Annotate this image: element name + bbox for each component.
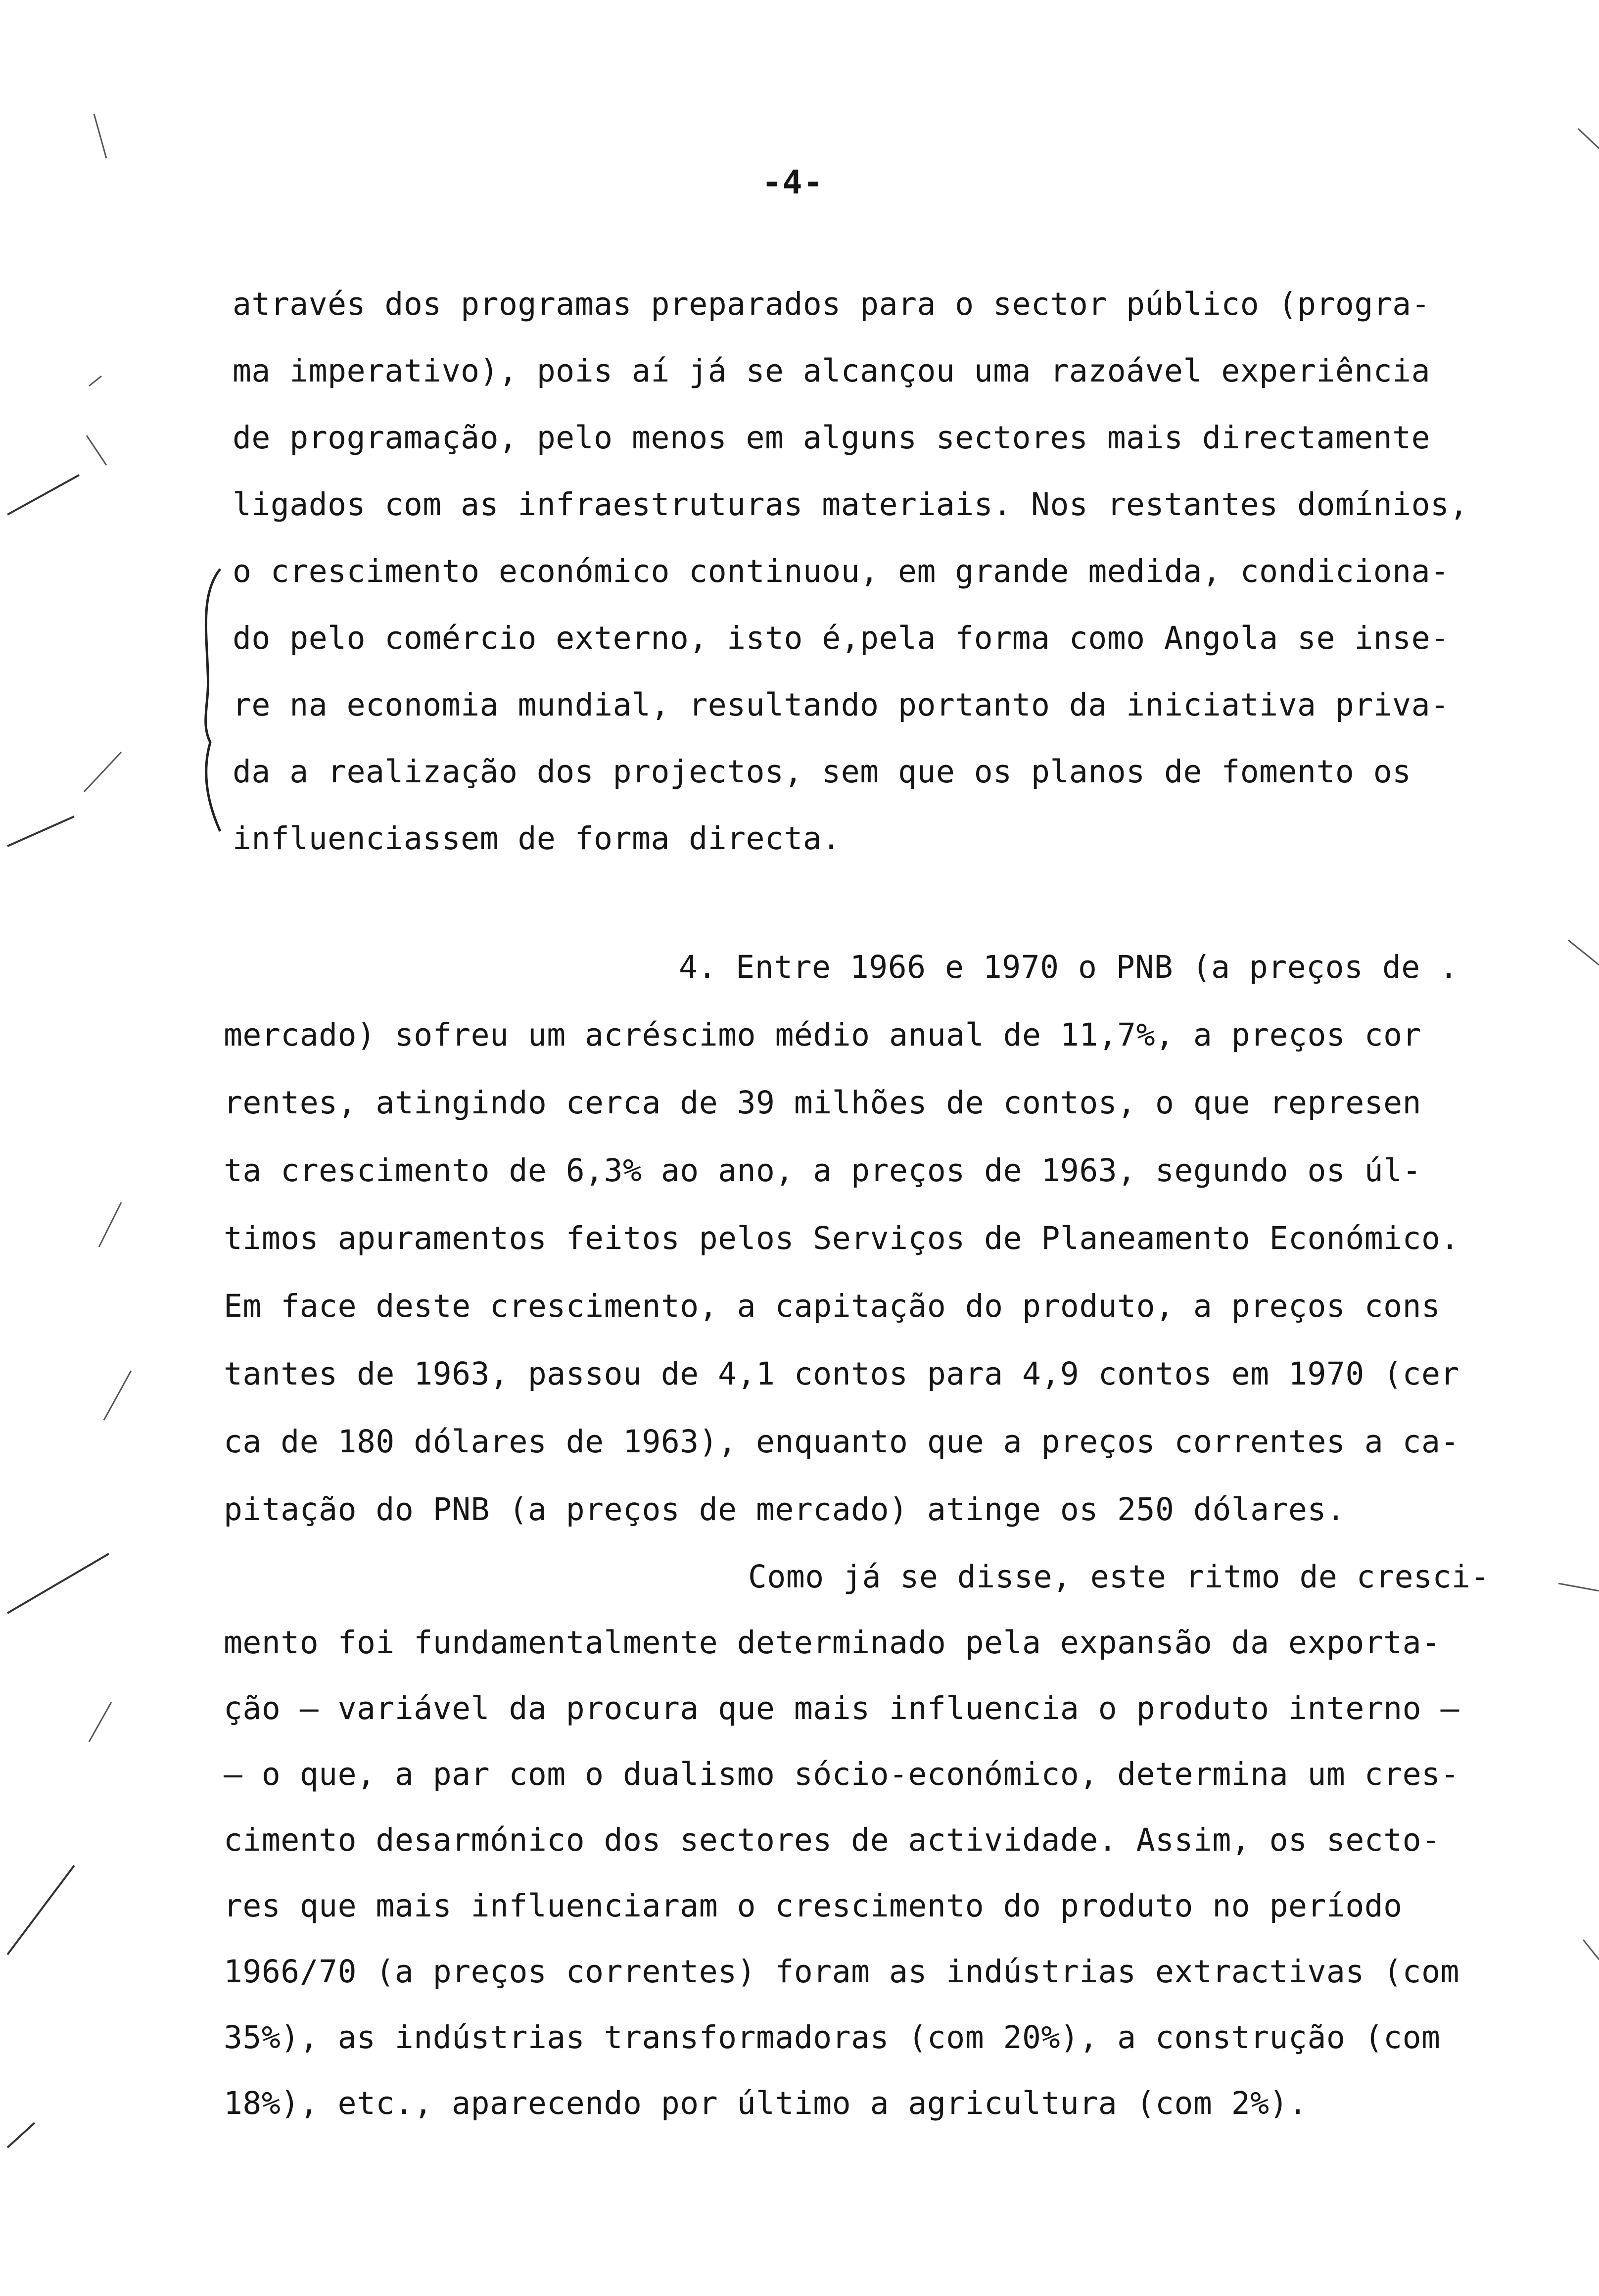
margin-bracket — [206, 569, 220, 831]
text-line: Em face deste crescimento, a capitação do produto, a preços cons — [224, 1288, 1441, 1324]
text-line: re na economia mundial, resultando portanto da iniciativa priva- — [233, 687, 1450, 723]
text-line: ta crescimento de 6,3% ao ano, a preços de 1963, segundo os úl- — [224, 1152, 1422, 1189]
margin-scratch — [87, 435, 106, 465]
text-line: da a realização dos projectos, sem que os planos de fomento os — [233, 754, 1411, 790]
text-line: 1966/70 (a preços correntes) foram as indústrias extractivas (com — [224, 1954, 1459, 1990]
text-line: — o que, a par com o dualismo sócio-económico, determina um cres- — [224, 1756, 1459, 1792]
text-line: timos apuramentos feitos pelos Serviços de Planeamento Económico. — [224, 1220, 1459, 1256]
margin-scratch — [1558, 1583, 1599, 1591]
margin-scratch — [99, 1202, 121, 1247]
page-number: -4- — [762, 163, 824, 201]
text-line: 4. Entre 1966 e 1970 o PNB (a preços de . — [679, 949, 1458, 985]
margin-scratch — [89, 1702, 111, 1742]
text-line: influenciassem de forma directa. — [233, 820, 841, 857]
margin-scratch — [7, 475, 79, 515]
margin-scratch — [94, 114, 106, 158]
text-line: tantes de 1963, passou de 4,1 contos para 4,9 contos em 1970 (cer — [224, 1356, 1459, 1392]
text-line: cimento desarmónico dos sectores de actividade. Assim, os secto- — [224, 1822, 1441, 1858]
text-line: ligados com as infraestruturas materiais. Nos restantes domínios, — [233, 486, 1468, 523]
text-line: res que mais influenciaram o crescimento do produto no período — [224, 1888, 1403, 1924]
text-line: rentes, atingindo cerca de 39 milhões de contos, o que represen — [224, 1085, 1422, 1121]
text-line: pitação do PNB (a preços de mercado) atinge os 250 dólares. — [224, 1491, 1346, 1528]
text-line: através dos programas preparados para o sector público (progra- — [233, 286, 1431, 322]
text-line: 35%), as indústrias transformadoras (com 20%), a construção (com — [224, 2019, 1441, 2056]
margin-scratch — [7, 816, 74, 846]
margin-scratch — [7, 2123, 35, 2148]
margin-scratch — [1583, 1940, 1599, 1960]
text-line: mento foi fundamentalmente determinado pela expansão da exporta- — [224, 1625, 1441, 1661]
text-line: Como já se disse, este ritmo de cresci- — [748, 1559, 1490, 1595]
text-line: de programação, pelo menos em alguns sectores mais directamente — [233, 420, 1431, 456]
margin-scratch — [89, 376, 101, 386]
margin-scratch — [7, 1866, 74, 1955]
text-line: ca de 180 dólares de 1963), enquanto que a preços correntes a ca- — [224, 1424, 1459, 1460]
text-line: 18%), etc., aparecendo por último a agricultura (com 2%). — [224, 2085, 1308, 2121]
text-line: ção — variável da procura que mais influencia o produto interno — — [224, 1690, 1459, 1726]
margin-scratch — [104, 1371, 131, 1420]
text-line: o crescimento económico continuou, em grande medida, condiciona- — [233, 553, 1450, 589]
margin-scratch — [7, 1554, 109, 1613]
text-line: mercado) sofreu um acréscimo médio anual de 11,7%, a preços cor — [224, 1017, 1422, 1053]
margin-scratch — [84, 752, 121, 792]
text-line: ma imperativo), pois aí já se alcançou uma razoável experiência — [233, 353, 1431, 389]
margin-scratch — [1568, 940, 1599, 965]
margin-scratch — [1578, 129, 1599, 148]
text-line: do pelo comércio externo, isto é,pela forma como Angola se inse- — [233, 620, 1450, 656]
